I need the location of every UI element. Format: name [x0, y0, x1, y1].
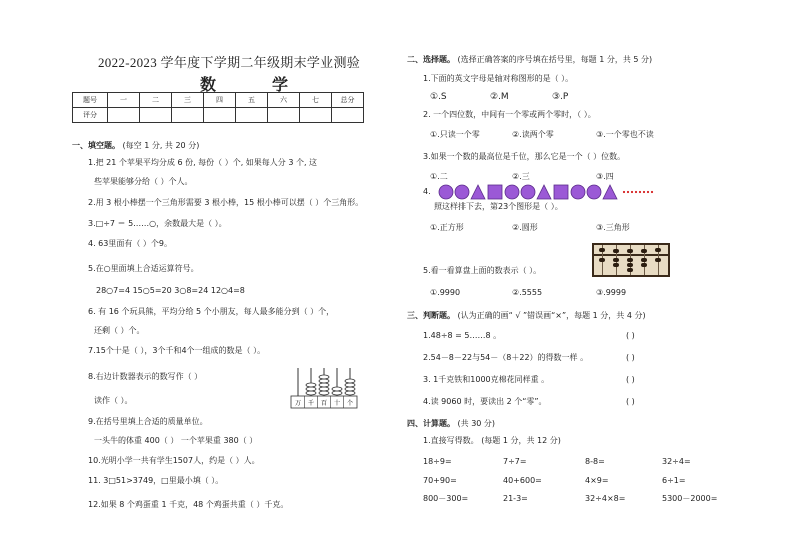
score-input-cell[interactable]	[172, 108, 204, 123]
question-12: 12.如果 8 个鸡蛋重 1 千克，48 个鸡蛋共重（ ）千克。	[88, 500, 289, 509]
calc-item: 40+600=	[503, 476, 542, 485]
s2-q2-option-a[interactable]: ①.只读一个零	[430, 130, 480, 139]
section1-heading	[72, 141, 199, 151]
counter-label: 万	[294, 400, 302, 407]
score-input-cell[interactable]	[332, 108, 364, 123]
s2-question-4b: 照这样排下去，第23个图形是（ ）。	[434, 202, 563, 211]
question-9: 9.在括号里填上合适的质量单位。	[88, 417, 208, 426]
calc-item: 6÷1=	[662, 476, 686, 485]
abacus-bead	[655, 248, 661, 252]
section1-note: (每空 1 分, 共 20 分)	[122, 141, 200, 150]
question-1a: 1.把 21 个苹果平均分成 6 份, 每份（ ）个, 如果每人分 3 个, 这	[88, 158, 318, 167]
judge-answer-paren[interactable]: ( )	[626, 397, 635, 406]
section4-sub-note: (每题 1 分，共 12 分)	[481, 436, 561, 445]
abacus-bead	[655, 258, 661, 262]
abacus-bead	[599, 258, 605, 262]
abacus-bead	[613, 249, 619, 253]
judge-answer-paren[interactable]: ( )	[626, 353, 635, 362]
counter-label: 千	[307, 400, 315, 407]
question-10: 10.光明小学一共有学生1507人，约是（ ）人。	[88, 456, 260, 465]
section2-note: (选择正确答案的序号填在括号里，每题 1 分，共 5 分)	[457, 55, 653, 64]
section4-heading	[407, 419, 495, 429]
section4-title: 四、计算题。	[407, 419, 455, 428]
judge-item: 4.读 9060 时，要读出 2 个“零”。	[423, 397, 547, 406]
judge-answer-paren[interactable]: ( )	[626, 331, 635, 340]
calc-item: 21-3=	[503, 494, 528, 503]
score-cell: 一	[108, 93, 140, 108]
abacus-bead	[627, 249, 633, 253]
question-7: 7.15个十是（ ），3个千和4个一组成的数是（ ）。	[88, 346, 266, 355]
s2-q1-option-b[interactable]: ②.M	[490, 92, 509, 102]
calc-item: 800－300=	[423, 494, 469, 503]
subject-title: 数 学	[200, 77, 315, 94]
abacus-bead	[627, 263, 633, 267]
s2-q1-option-a[interactable]: ①.S	[430, 92, 447, 102]
score-input-cell[interactable]	[300, 108, 332, 123]
question-11: 11. 3□51>3749，□里最小填（ ）。	[88, 476, 224, 485]
calc-item: 18÷9=	[423, 457, 452, 466]
calc-item: 7÷7=	[503, 457, 527, 466]
question-5: 5.在○里面填上合适运算符号。	[88, 264, 199, 273]
shape-sequence-image	[438, 184, 660, 204]
score-table-header-row	[73, 93, 364, 108]
s2-q1-option-c[interactable]: ③.P	[552, 92, 569, 102]
s2-q4-option-a[interactable]: ①.正方形	[430, 223, 464, 232]
section4-note: (共 30 分)	[457, 419, 496, 428]
s2-q2-option-b[interactable]: ②.读两个零	[512, 130, 554, 139]
judge-item: 2.54－8－22与54－（8＋22）的得数一样 。	[423, 353, 589, 362]
question-1b: 些苹果能够分给（ ）个人。	[94, 177, 193, 186]
counting-frame-image	[290, 366, 360, 410]
calc-item: 4×9=	[585, 476, 609, 485]
score-input-cell[interactable]	[140, 108, 172, 123]
score-input-cell[interactable]	[268, 108, 300, 123]
abacus-bead	[599, 248, 605, 252]
score-cell: 四	[204, 93, 236, 108]
score-input-cell[interactable]	[204, 108, 236, 123]
section3-note: (认为正确的画“ √ ”错误画“×”，每题 1 分，共 4 分)	[457, 311, 646, 320]
counter-label: 个	[346, 400, 354, 407]
s2-q3-option-b[interactable]: ②.三	[512, 172, 530, 181]
calc-item: 8-8=	[585, 457, 605, 466]
abacus-beam	[594, 254, 668, 256]
s2-question-1: 1.下面的英文字母是轴对称图形的是（ ）。	[423, 74, 574, 83]
score-table-score-row	[73, 108, 364, 123]
shape-sequence-svg	[438, 184, 660, 200]
section2-title: 二、选择题。	[407, 55, 455, 64]
calc-item: 5300－2000=	[662, 494, 718, 503]
judge-item: 3. 1千克铁和1000克棉花同样重 。	[423, 375, 550, 384]
score-cell: 三	[172, 93, 204, 108]
question-9-items: 一头牛的体重 400（ ） 一个苹果重 380（ ）	[94, 436, 258, 445]
s2-q4-option-b[interactable]: ②.圆形	[512, 223, 538, 232]
section1-title: 一、填空题。	[72, 141, 120, 150]
calc-item: 32÷4×8=	[585, 494, 626, 503]
abacus-bead	[613, 258, 619, 262]
score-cell: 总分	[332, 93, 364, 108]
section4-subheading	[423, 436, 561, 446]
s2-q5-option-a[interactable]: ①.9990	[430, 288, 461, 297]
abacus-bead	[641, 258, 647, 262]
question-4: 4. 63里面有（ ）个9。	[88, 239, 172, 248]
score-cell: 二	[140, 93, 172, 108]
question-8b: 读作（ ）。	[94, 396, 133, 405]
s2-question-4-number: 4.	[423, 187, 431, 196]
question-2: 2.用 3 根小棒摆一个三角形需要 3 根小棒，15 根小棒可以摆（ ）个三角形。	[88, 198, 364, 207]
counter-label: 十	[333, 400, 341, 407]
s2-q3-option-a[interactable]: ①.二	[430, 172, 448, 181]
s2-q2-option-c[interactable]: ③.一个零也不读	[596, 130, 654, 139]
abacus-bead	[613, 263, 619, 267]
s2-q5-option-b[interactable]: ②.5555	[512, 288, 543, 297]
score-cell: 五	[236, 93, 268, 108]
s2-q5-option-c[interactable]: ③.9999	[596, 288, 627, 297]
score-table	[72, 92, 364, 123]
question-6b: 还剩（ ）个。	[94, 326, 145, 335]
section3-title: 三、判断题。	[407, 311, 455, 320]
calc-item: 32÷4=	[662, 457, 691, 466]
counter-label: 百	[320, 400, 328, 407]
counting-frame-svg	[290, 366, 360, 410]
abacus-bead	[641, 263, 647, 267]
abacus-bead	[641, 249, 647, 253]
question-8a: 8.右边计数器表示的数写作（ ）	[88, 372, 203, 381]
section3-heading	[407, 311, 646, 321]
s2-q3-option-c[interactable]: ③.四	[596, 172, 614, 181]
s2-question-2: 2. 一个四位数，中间有一个零或两个零时，（ ）。	[423, 110, 596, 119]
question-5-items: 28○7=4 15○5=20 3○8=24 12○4=8	[96, 286, 245, 295]
calc-item: 70+90=	[423, 476, 457, 485]
score-cell: 题号	[73, 93, 108, 108]
s2-question-3: 3.如果一个数的最高位是千位，那么它是一个（ ）位数。	[423, 152, 626, 161]
exam-title: 2022-2023 学年度下学期二年级期末学业测验	[98, 55, 361, 70]
score-cell: 六	[268, 93, 300, 108]
abacus-bead	[627, 268, 633, 272]
judge-answer-paren[interactable]: ( )	[626, 375, 635, 384]
judge-item: 1.48÷8 = 5……8 。	[423, 331, 502, 340]
s2-q4-option-c[interactable]: ③.三角形	[596, 223, 630, 232]
score-cell: 评分	[73, 108, 108, 123]
section4-sub-title: 1.直接写得数。	[423, 436, 479, 445]
score-input-cell[interactable]	[108, 108, 140, 123]
score-input-cell[interactable]	[236, 108, 268, 123]
question-3: 3.□÷7 ＝ 5……○，余数最大是（ ）。	[88, 219, 227, 228]
question-6a: 6. 有 16 个玩具熊，平均分给 5 个小朋友，每人最多能分到（ ）个，	[88, 307, 335, 316]
abacus-bead	[627, 258, 633, 262]
score-cell: 七	[300, 93, 332, 108]
section2-heading	[407, 55, 652, 65]
s2-question-5: 5.看一看算盘上面的数表示（ ）。	[423, 266, 542, 275]
abacus-image	[592, 243, 670, 277]
